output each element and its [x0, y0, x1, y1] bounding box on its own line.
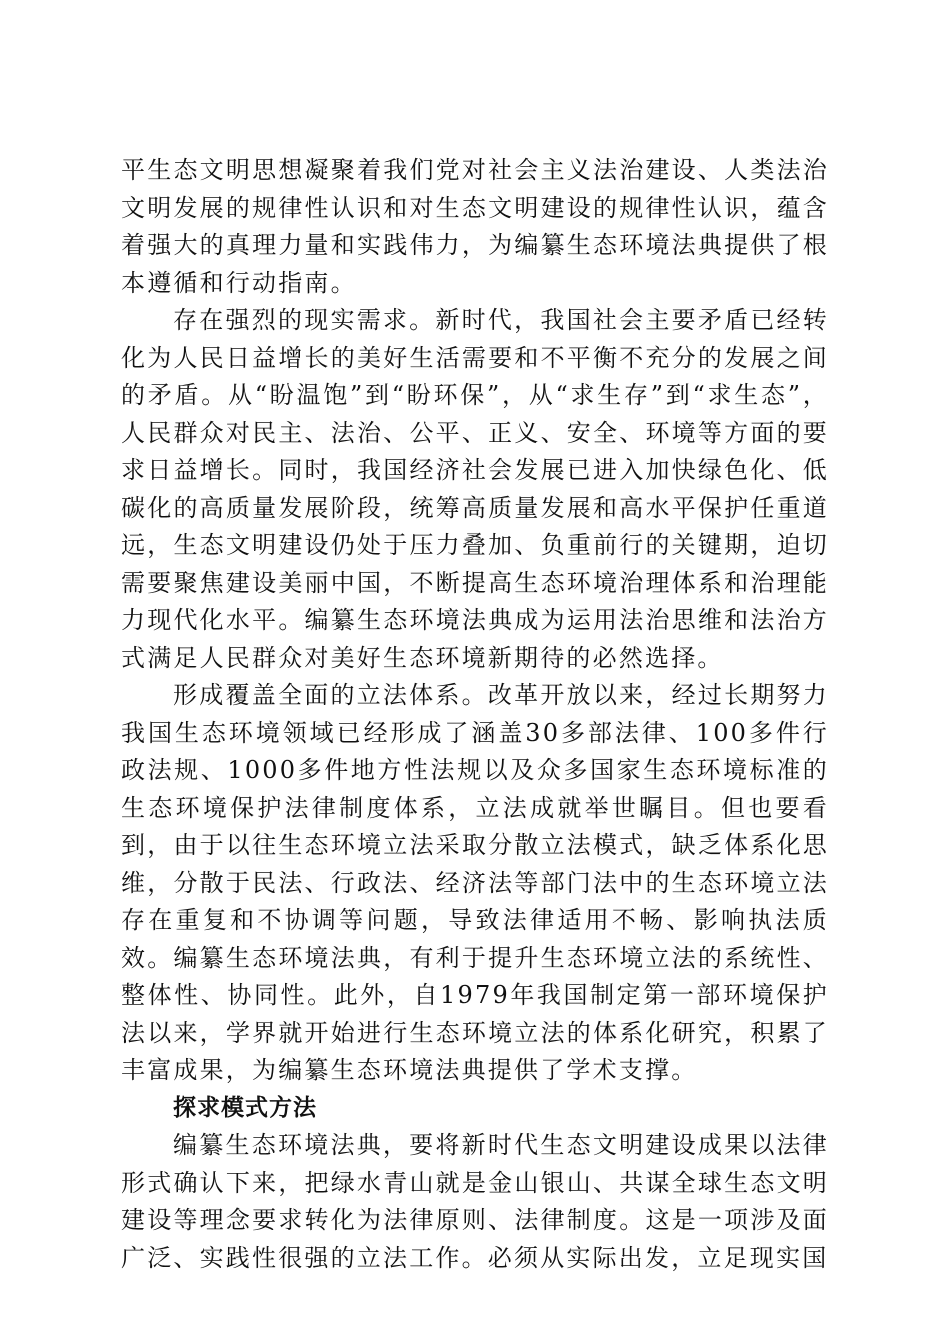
paragraph-realistic-demand: 存在强烈的现实需求。新时代，我国社会主要矛盾已经转化为人民日益增长的美好生活需要和不平衡不充分的发展之间的矛盾。从“盼温饱”到“盼环保”，从“求生存”到“求生态”，人民群众对民主、法治、公平、正义、安全、环境等方面的要求日益增长。同时，我国经济社会发展已进入加快绿色化、低碳化的高质量发展阶段，统筹高质量发展和高水平保护任重道远，生态文明建设仍处于压力叠加、负重前行的关键期，迫切需要聚焦建设美丽中国，不断提高生态环境治理体系和治理能力现代化水平。编纂生态环境法典成为运用法治思维和法治方式满足人民群众对美好生态环境新期待的必然选择。	[121, 306, 829, 672]
document-body	[121, 152, 829, 1277]
paragraph-legislative-system: 形成覆盖全面的立法体系。改革开放以来，经过长期努力我国生态环境领域已经形成了涵盖30多部法律、100多件行政法规、1000多件地方性法规以及众多国家生态环境标准的生态环境保护法律制度体系，立法成就举世瞩目。但也要看到，由于以往生态环境立法采取分散立法模式，缺乏体系化思维，分散于民法、行政法、经济法等部门法中的生态环境立法存在重复和不协调等问题，导致法律适用不畅、影响执法质效。编纂生态环境法典，有利于提升生态环境立法的系统性、整体性、协同性。此外，自1979年我国制定第一部环境保护法以来，学界就开始进行生态环境立法的体系化研究，积累了丰富成果，为编纂生态环境法典提供了学术支撑。	[121, 681, 829, 1084]
section-heading: 探求模式方法	[173, 1094, 317, 1121]
paragraph-codification-mode: 编纂生态环境法典，要将新时代生态文明建设成果以法律形式确认下来，把绿水青山就是金山银山、共谋全球生态文明建设等理念要求转化为法律原则、法律制度。这是一项涉及面广泛、实践性很强的立法工作。必须从实际出发，立足现实国	[121, 1131, 829, 1272]
paragraph-continuation: 平生态文明思想凝聚着我们党对社会主义法治建设、人类法治文明发展的规律性认识和对生态文明建设的规律性认识，蕴含着强大的真理力量和实践伟力，为编纂生态环境法典提供了根本遵循和行动指南。	[121, 156, 829, 297]
